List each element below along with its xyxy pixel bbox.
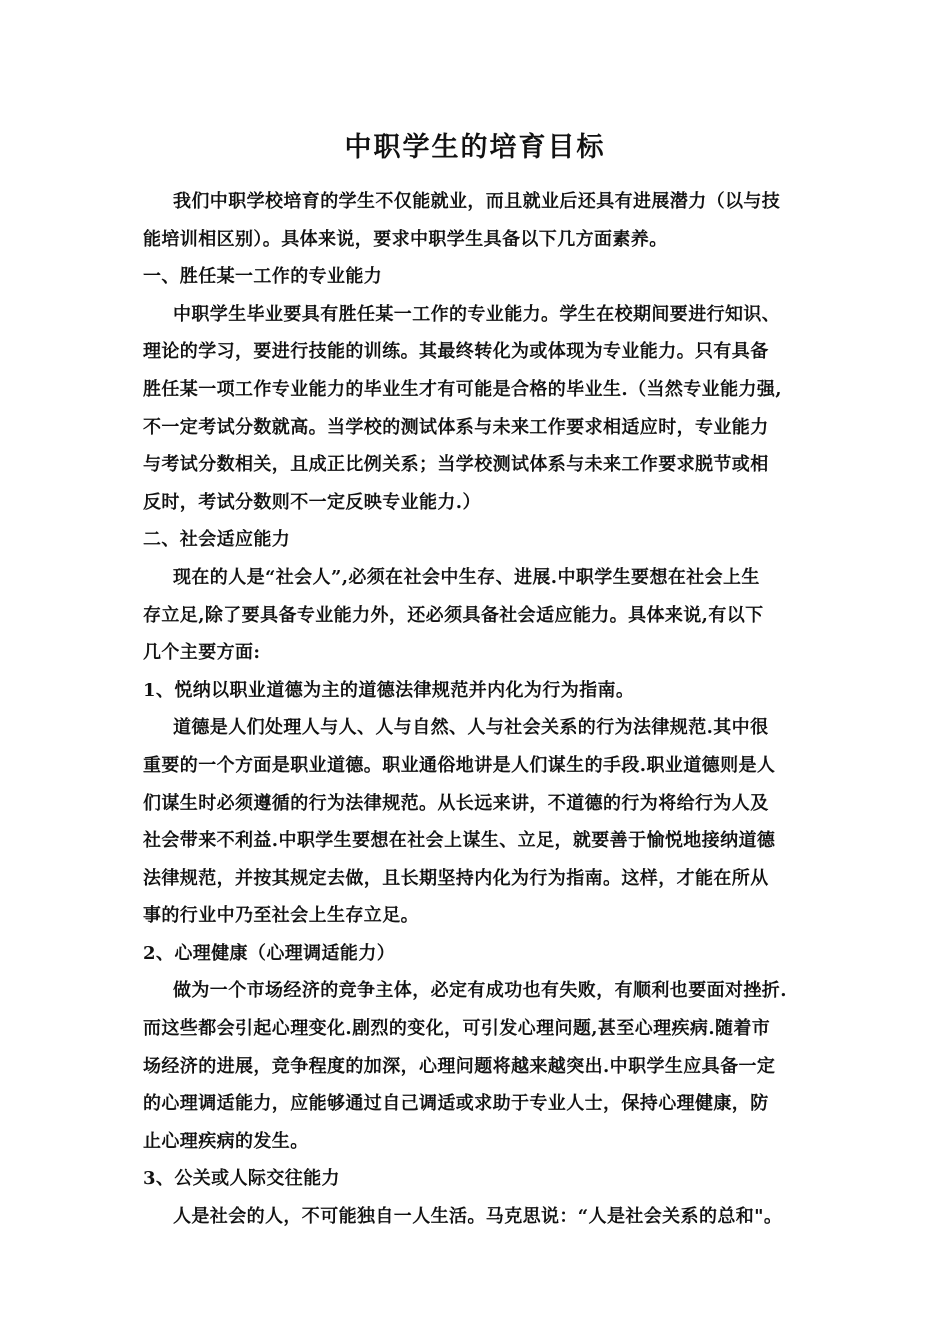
text-line: 几个主要方面:	[143, 642, 261, 664]
text-line: 存立足,除了要具备专业能力外，还必须具备社会适应能力。具体来说,有以下	[143, 604, 764, 626]
text-line: 场经济的进展，竞争程度的加深，心理问题将越来越突出.中职学生应具备一定	[143, 1055, 776, 1077]
text-line: 做为一个市场经济的竞争主体，必定有成功也有失败，有顺利也要面对挫折.	[173, 980, 787, 1002]
text-line: 社会带来不利益.中职学生要想在社会上谋生、立足，就要善于愉悦地接纳道德	[143, 830, 776, 852]
text-line: 法律规范，并按其规定去做，且长期坚持内化为行为指南。这样，才能在所从	[143, 867, 769, 889]
document-title: 中职学生的培育目标	[344, 132, 606, 163]
section-heading: 1、悦纳以职业道德为主的道德法律规范并内化为行为指南。	[143, 679, 635, 701]
text-line: 不一定考试分数就高。当学校的测试体系与未来工作要求相适应时，专业能力	[143, 416, 769, 438]
text-line: 现在的人是“社会人”,必须在社会中生存、进展.中职学生要想在社会上生	[173, 566, 760, 588]
text-line: 反时，考试分数则不一定反映专业能力.）	[143, 491, 481, 513]
text-line: 胜任某一项工作专业能力的毕业生才有可能是合格的毕业生.（当然专业能力强,	[143, 378, 782, 400]
text-line: 我们中职学校培育的学生不仅能就业，而且就业后还具有进展潜力（以与技	[173, 191, 781, 212]
text-line: 的心理调适能力，应能够通过自己调适或求助于专业人士，保持心理健康，防	[143, 1093, 769, 1115]
section-heading: 3、公关或人际交往能力	[143, 1168, 340, 1190]
text-line: 们谋生时必须遵循的行为法律规范。从长远来讲，不道德的行为将给行为人及	[143, 792, 769, 814]
text-line: 与考试分数相关，且成正比例关系；当学校测试体系与未来工作要求脱节或相	[143, 454, 769, 476]
document-body	[143, 183, 823, 1236]
text-line: 理论的学习，要进行技能的训练。其最终转化为或体现为专业能力。只有具备	[143, 341, 769, 363]
text-line: 重要的一个方面是职业道德。职业通俗地讲是人们谋生的手段.职业道德则是人	[143, 754, 776, 776]
text-line: 道德是人们处理人与人、人与自然、人与社会关系的行为法律规范.其中很	[173, 717, 769, 739]
text-line: 止心理疾病的发生。	[143, 1130, 309, 1152]
text-line: 中职学生毕业要具有胜任某一工作的专业能力。学生在校期间要进行知识、	[173, 303, 781, 325]
text-line: 事的行业中乃至社会上生存立足。	[143, 905, 419, 927]
section-heading: 2、心理健康（心理调适能力）	[143, 942, 396, 964]
text-line: 人是社会的人，不可能独自一人生活。马克思说：“人是社会关系的总和"。	[173, 1206, 783, 1228]
text-line: 能培训相区别）。具体来说，要求中职学生具备以下几方面素养。	[143, 228, 668, 250]
text-line: 而这些都会引起心理变化.剧烈的变化，可引发心理问题,甚至心理疾病.随着市	[143, 1018, 771, 1040]
section-heading: 一、胜任某一工作的专业能力	[143, 266, 383, 288]
section-heading: 二、社会适应能力	[143, 529, 291, 551]
